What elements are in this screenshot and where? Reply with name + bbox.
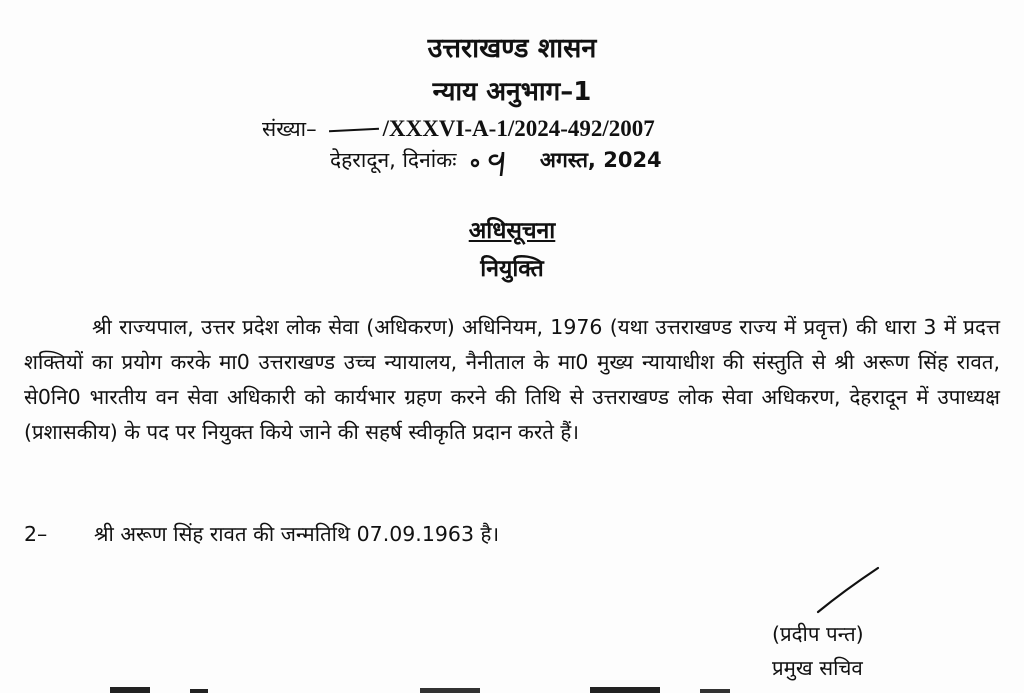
- paragraph-2-text: श्री अरूण सिंह रावत की जन्मतिथि 07.09.1963 है।: [94, 522, 500, 546]
- blank-dash: [329, 128, 379, 133]
- handwritten-day: [469, 146, 527, 176]
- signatory-designation: प्रमुख सचिव: [772, 656, 863, 680]
- body-paragraph-1: श्री राज्यपाल, उत्तर प्रदेश लोक सेवा (अधिकरण) अधिनियम, 1976 (यथा उत्तराखण्ड राज्य में प्रवृत्त) की धारा 3 में प्रदत्त शक्तियों का प्रयोग करके मा0 उत्तराखण्ड उच्च न्यायालय, नैनीताल के मा0 मुख्य न्यायाधीश की संस्तुति से श्री अरूण सिंह रावत, से0नि0 भारतीय वन सेवा अधिकारी को कार्यभार ग्रहण करने की तिथि से उत्तराखण्ड लोक सेवा अधिकरण, देहरादून में उपाध्यक्ष (प्रशासकीय) के पद पर नियुक्त किये जाने की सहर्ष स्वीकृति प्रदान करते हैं।: [24, 315, 1000, 444]
- signatory-block: [772, 617, 864, 685]
- signature-stroke: [800, 560, 890, 620]
- body-paragraph-2: [24, 520, 1000, 548]
- appointment-title: नियुक्ति: [480, 256, 544, 282]
- signatory-name: (प्रदीप पन्त): [772, 622, 864, 646]
- reference-label: संख्या–: [262, 117, 317, 141]
- office-heading: उत्तराखण्ड शासन: [427, 33, 597, 64]
- cropped-next-line: [0, 686, 1024, 693]
- section-heading: न्याय अनुभाग–1: [432, 77, 592, 107]
- reference-number: /XXXVI-A-1/2024-492/2007: [382, 116, 655, 141]
- date-place: देहरादून, दिनांकः: [330, 148, 457, 172]
- date-month-year: अगस्त, 2024: [539, 148, 662, 172]
- notification-title: अधिसूचना: [468, 218, 556, 244]
- reference-line: [262, 115, 655, 143]
- date-line: [330, 146, 662, 176]
- paragraph-number: 2–: [24, 522, 48, 546]
